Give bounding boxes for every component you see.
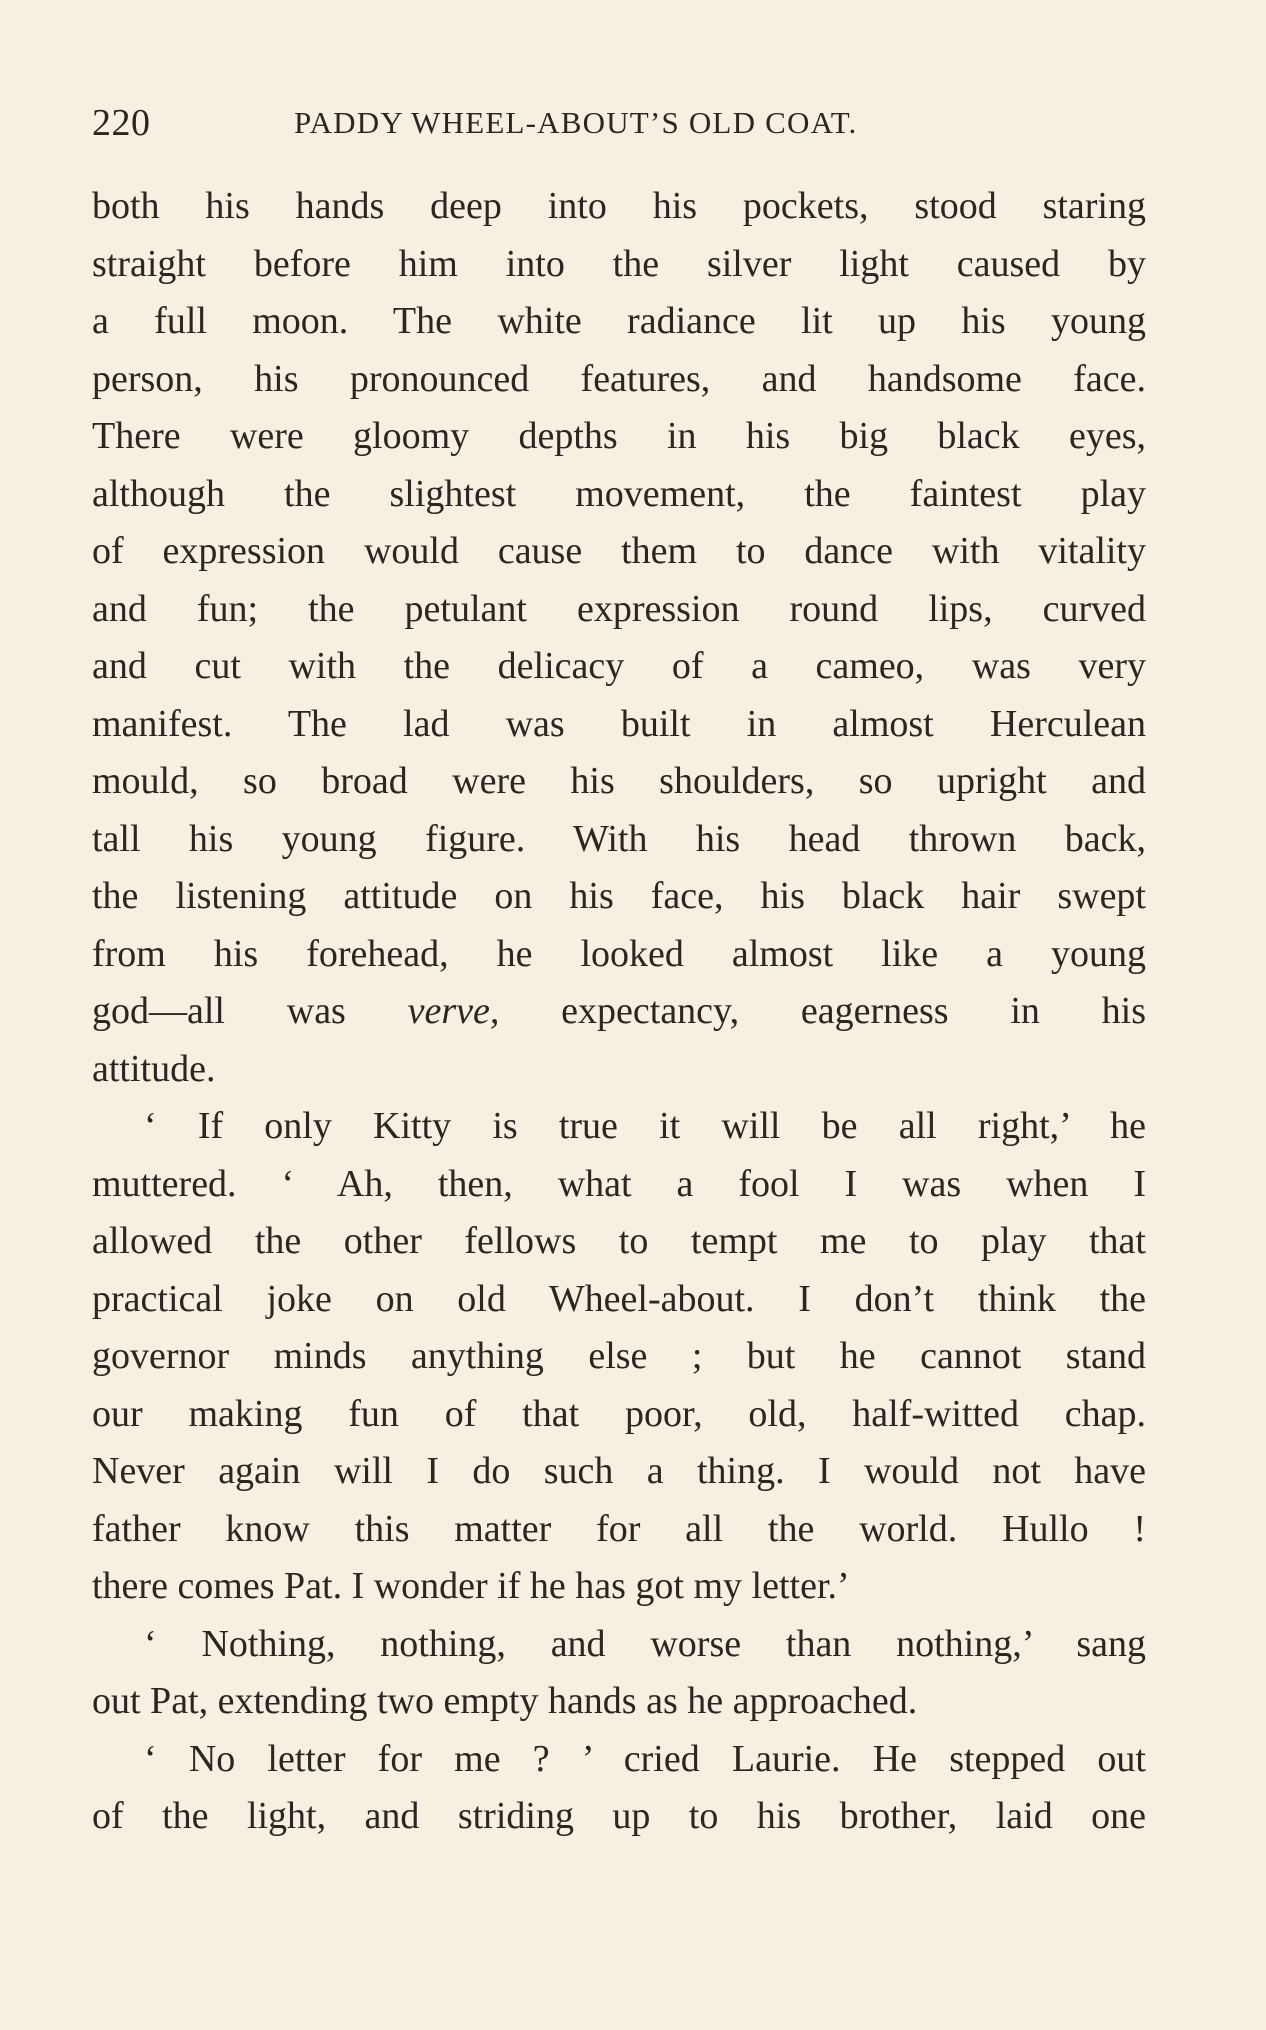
text-line: ‘ Nothing, nothing, and worse than nothing,’ sang: [144, 1622, 1146, 1665]
text-line: mould, so broad were his shoulders, so upright and: [92, 760, 1146, 802]
text-segment: expectancy, eagerness in his: [499, 990, 1146, 1032]
text-line: Never again will I do such a thing. I would not have: [92, 1450, 1146, 1492]
text-segment: god—all was: [92, 990, 408, 1032]
text-line: from his forehead, he looked almost like a young: [92, 932, 1146, 975]
text-line: tall his young figure. With his head thrown back,: [92, 817, 1146, 860]
text-line: although the slightest movement, the faintest play: [92, 472, 1146, 515]
text-line: attitude.: [92, 1047, 216, 1090]
text-line: and cut with the delicacy of a cameo, was very: [92, 645, 1146, 687]
page-number: 220: [92, 102, 151, 144]
text-line: governor minds anything else ; but he cannot stand: [92, 1335, 1146, 1377]
text-line: father know this matter for all the world. Hullo !: [92, 1507, 1146, 1550]
text-line: [92, 983, 1146, 1041]
italic-word: verve,: [407, 990, 500, 1032]
text-line: manifest. The lad was built in almost Herculean: [92, 702, 1146, 745]
text-line: muttered. ‘ Ah, then, what a fool I was when I: [92, 1162, 1146, 1205]
text-line: straight before him into the silver light caused by: [92, 242, 1146, 285]
text-line: the listening attitude on his face, his black hair swept: [92, 875, 1146, 917]
text-line: and fun; the petulant expression round lips, curved: [92, 587, 1146, 630]
text-line: both his hands deep into his pockets, stood staring: [92, 185, 1146, 227]
text-line: person, his pronounced features, and handsome face.: [92, 357, 1146, 400]
text-line: our making fun of that poor, old, half-witted chap.: [92, 1392, 1146, 1435]
text-line: of the light, and striding up to his brother, laid one: [92, 1795, 1146, 1837]
running-head: [92, 98, 1146, 148]
text-line: ‘ If only Kitty is true it will be all right,’ he: [144, 1105, 1146, 1147]
body-text: [92, 178, 1146, 1846]
text-line: out Pat, extending two empty hands as he approached.: [92, 1680, 918, 1722]
text-line: there comes Pat. I wonder if he has got my letter.’: [92, 1565, 850, 1607]
text-line: practical joke on old Wheel-about. I don’t think the: [92, 1277, 1146, 1320]
text-line: allowed the other fellows to tempt me to play that: [92, 1220, 1146, 1262]
text-line: ‘ No letter for me ? ’ cried Laurie. He stepped out: [144, 1737, 1146, 1780]
text-line: a full moon. The white radiance lit up his young: [92, 300, 1146, 342]
text-line: There were gloomy depths in his big black eyes,: [92, 415, 1146, 457]
text-line: of expression would cause them to dance with vitality: [92, 530, 1146, 572]
running-title: PADDY WHEEL-ABOUT’S OLD COAT.: [294, 105, 858, 140]
